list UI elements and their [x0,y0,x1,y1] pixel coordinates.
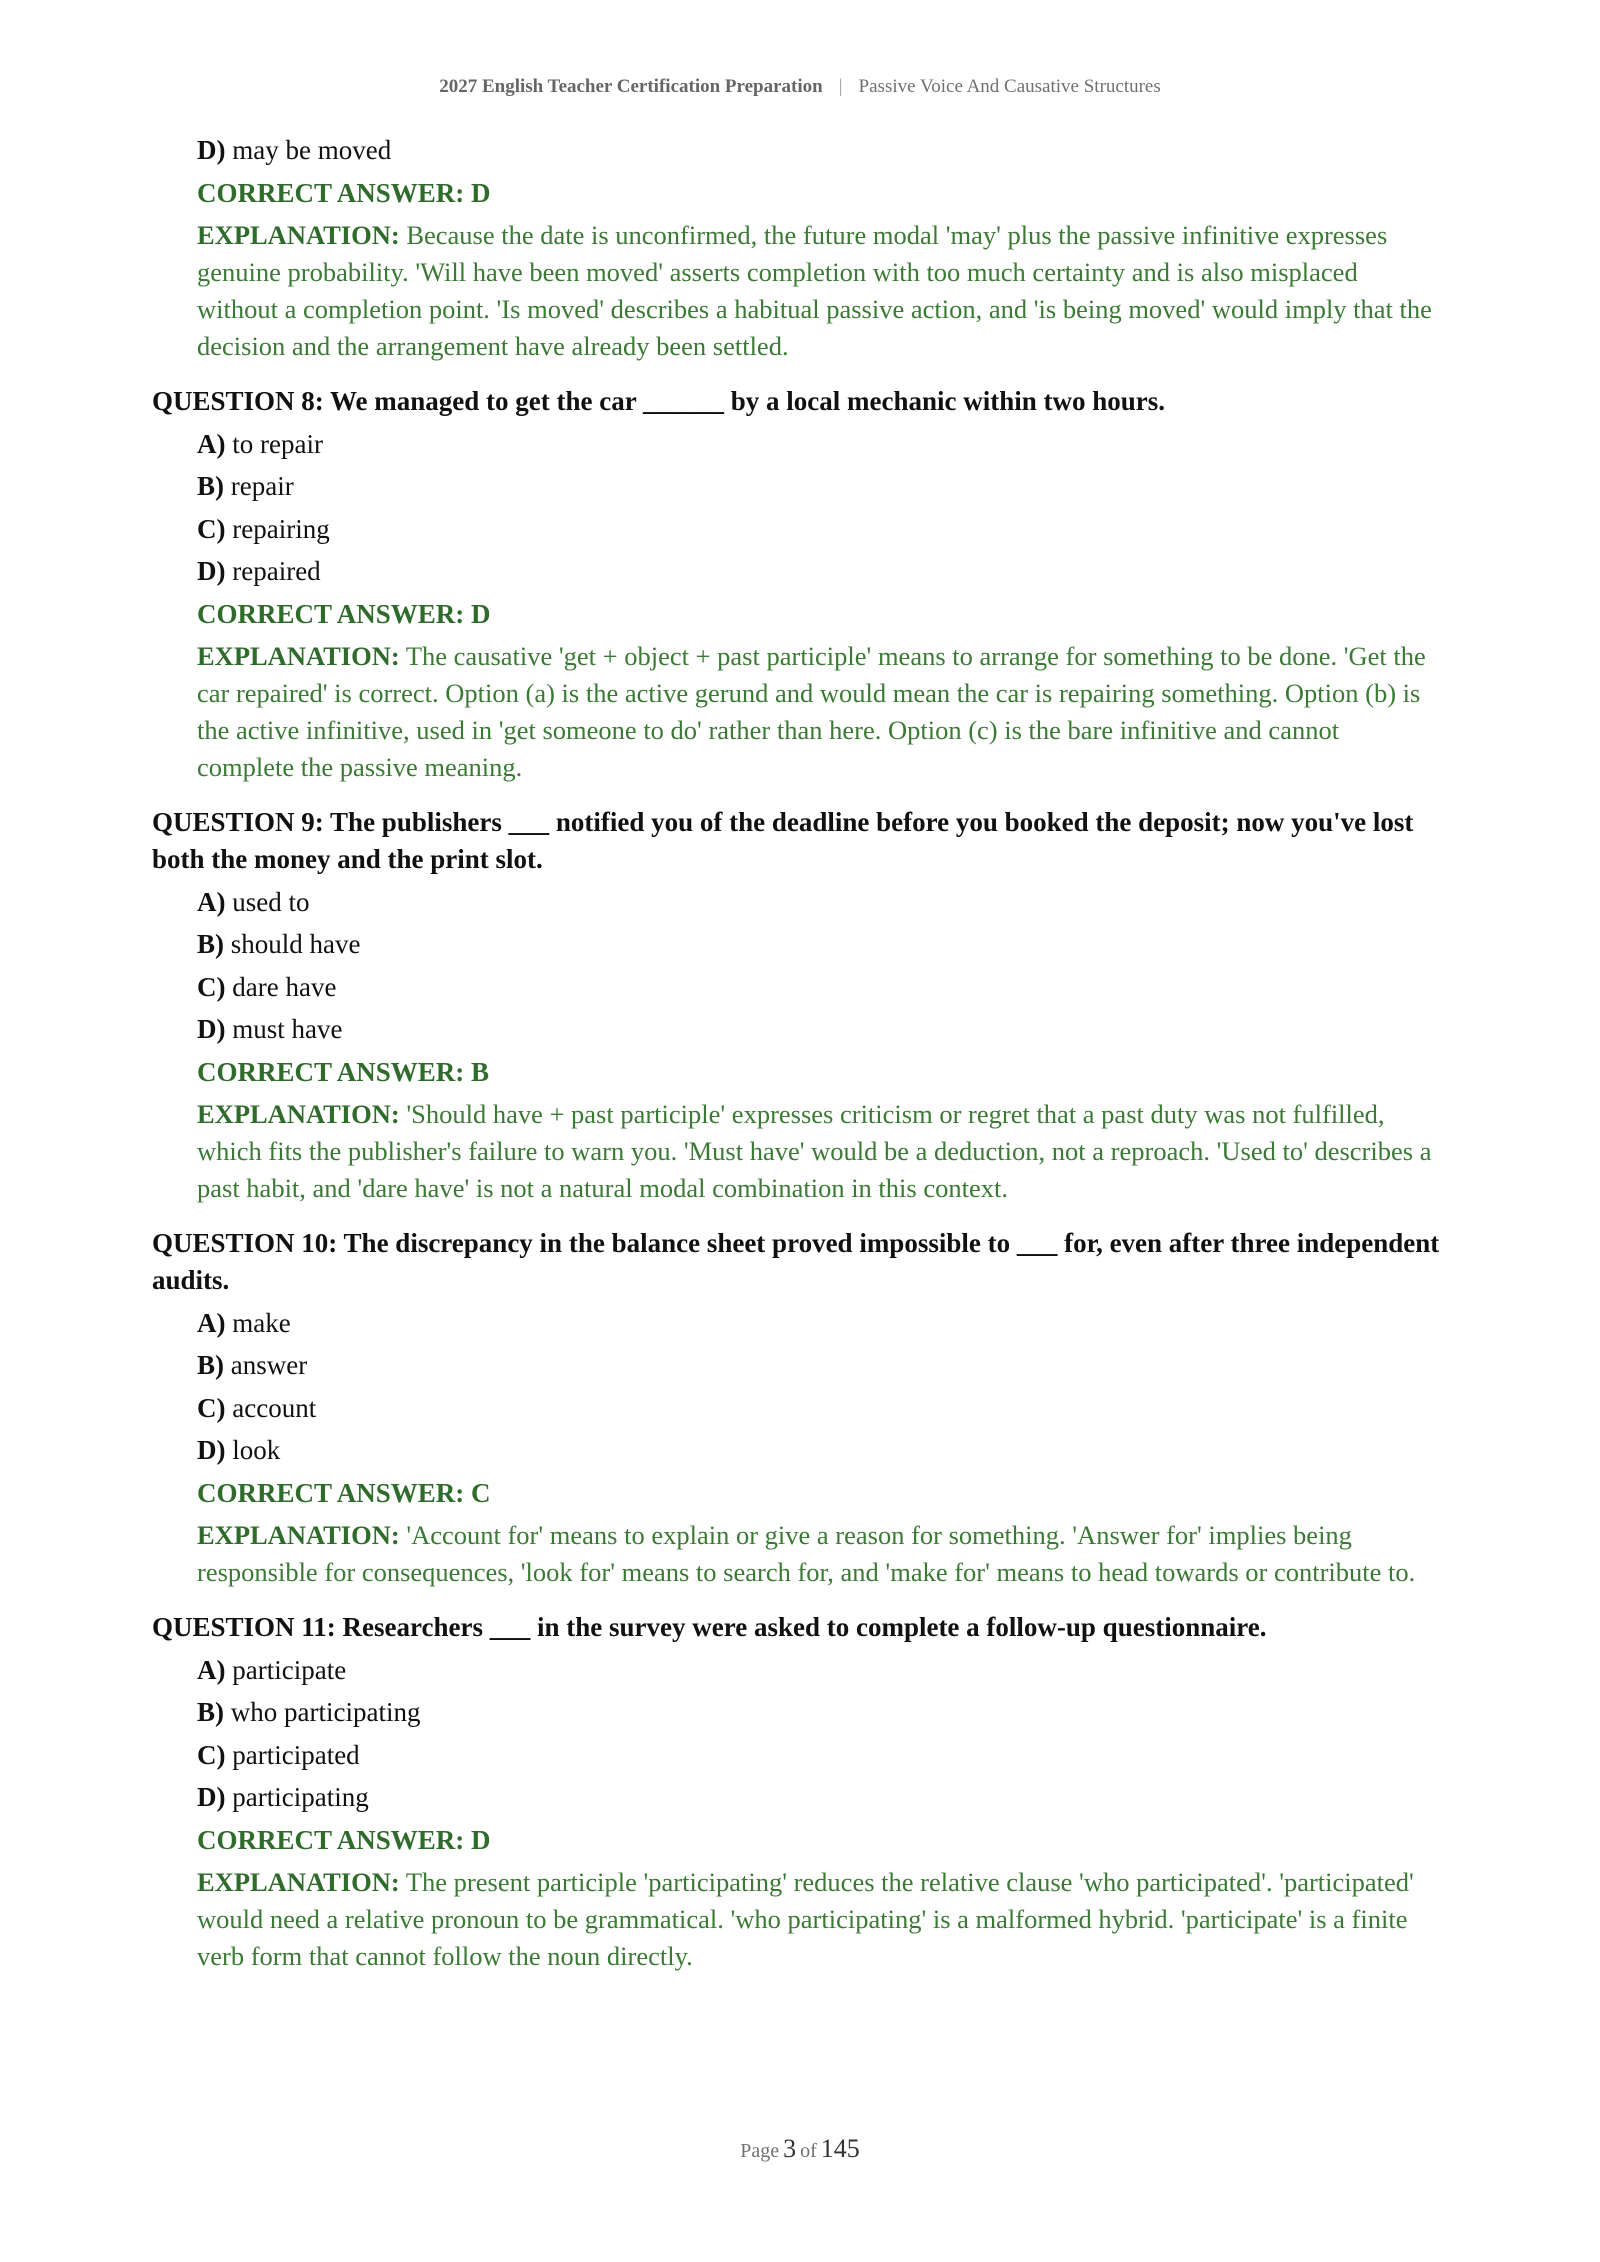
option-letter: D) [197,556,226,586]
correct-answer: CORRECT ANSWER: D [197,1824,491,1855]
option-text: to repair [232,428,323,459]
explanation [197,638,1442,786]
explanation [197,1517,1442,1591]
option-text: answer [230,1350,308,1380]
question-stem: QUESTION 11: Researchers ___ in the survey were asked to complete a follow-up questionnaire. [152,1611,1267,1642]
option-text: repair [230,471,294,501]
option-text: participate [232,1654,347,1685]
option-letter: A) [197,886,226,917]
question-9 [152,804,1442,1207]
option-b [197,1694,1442,1731]
explanation-text: 'Account for' means to explain or give a reason for something. 'Answer for' implies being responsible for consequences, 'look for' means to search for, and 'make for' means to head towards or contribute to. [197,1519,1416,1587]
option-b [197,926,1442,963]
option-letter: C) [197,971,226,1002]
footer-page-word: Page [740,2140,780,2162]
option-a [197,884,1442,921]
option-a [197,1305,1442,1342]
explanation [197,1864,1442,1975]
explanation-label: EXPLANATION: [197,1098,400,1129]
explanation [197,1096,1442,1207]
correct-answer: CORRECT ANSWER: D [197,598,491,629]
option-text: dare have [232,971,337,1002]
option-c [197,511,1442,548]
option-text: repaired [232,556,321,586]
correct-answer: CORRECT ANSWER: B [197,1056,490,1087]
header-section: Passive Voice And Causative Structures [858,76,1161,97]
option-a [197,426,1442,463]
page-footer [0,2134,1600,2164]
question-stem: QUESTION 9: The publishers ___ notified you of the deadline before you booked the deposit; now you've lost both the money and the print slot. [152,806,1414,874]
option-c [197,1390,1442,1427]
option-text: look [232,1435,281,1465]
header-title: 2027 English Teacher Certification Preparation [439,76,823,97]
continued-question [152,132,1442,365]
option-text: who participating [230,1697,421,1727]
option-letter: B) [197,471,224,501]
option-c [197,969,1442,1006]
correct-answer: CORRECT ANSWER: D [197,177,491,208]
option-letter: D) [197,1014,226,1044]
option-a [197,1652,1442,1689]
explanation-text: Because the date is unconfirmed, the future modal 'may' plus the passive infinitive expresses genuine probability. 'Will have been moved' asserts completion with too much certainty and is also misplaced without a completion point. 'Is moved' describes a habitual passive action, and 'is being moved' would imply that the decision and the arrangement have already been settled. [197,219,1432,361]
option-text: account [232,1392,317,1423]
option-letter: A) [197,1307,226,1338]
option-letter: B) [197,929,224,959]
option-letter: C) [197,1739,226,1770]
option-letter: D) [197,1435,226,1465]
option-text: participating [232,1782,369,1812]
explanation-text: The present participle 'participating' reduces the relative clause 'who participated'. 'participated' would need a relative pronoun to be grammatical. 'who participating' is a malformed hybrid. 'participate' is a finite verb form that cannot follow the noun directly. [197,1866,1414,1971]
option-d [197,132,1442,169]
option-d [197,1779,1442,1816]
option-b [197,468,1442,505]
option-letter: D) [197,135,226,165]
option-text: repairing [232,513,330,544]
option-letter: B) [197,1697,224,1727]
option-letter: A) [197,1654,226,1685]
explanation-label: EXPLANATION: [197,219,400,250]
option-text: should have [230,929,361,959]
option-text: must have [232,1014,343,1044]
footer-page-number: 3 [783,2134,797,2163]
option-b [197,1347,1442,1384]
option-letter: C) [197,1392,226,1423]
explanation-label: EXPLANATION: [197,640,400,671]
option-d [197,1011,1442,1048]
question-10 [152,1225,1442,1591]
explanation-label: EXPLANATION: [197,1866,400,1897]
question-8 [152,383,1442,786]
question-stem: QUESTION 8: We managed to get the car ______ by a local mechanic within two hours. [152,385,1166,416]
header-separator: | [838,76,843,97]
option-d [197,553,1442,590]
option-text: make [232,1307,291,1338]
footer-of-word: of [800,2140,817,2162]
footer-total-pages: 145 [820,2134,860,2163]
option-letter: B) [197,1350,224,1380]
option-d [197,1432,1442,1469]
question-11 [152,1609,1442,1975]
explanation-text: 'Should have + past participle' expresses criticism or regret that a past duty was not fulfilled, which fits the publisher's failure to warn you. 'Must have' would be a deduction, not a reproach. 'Used to' describes a past habit, and 'dare have' is not a natural modal combination in this context. [197,1098,1432,1203]
option-text: used to [232,886,310,917]
option-text: participated [232,1739,360,1770]
explanation-label: EXPLANATION: [197,1519,400,1550]
option-letter: D) [197,1782,226,1812]
option-letter: A) [197,428,226,459]
explanation [197,217,1442,365]
correct-answer: CORRECT ANSWER: C [197,1477,491,1508]
explanation-text: The causative 'get + object + past participle' means to arrange for something to be done. 'Get the car repaired' is correct. Option (a) is the active gerund and would mean the car is repairing something. Option (b) is the active infinitive, used in 'get someone to do' rather than here. Option (c) is the bare infinitive and cannot complete the passive meaning. [197,640,1426,782]
option-text: may be moved [232,135,392,165]
option-c [197,1737,1442,1774]
running-header [0,76,1600,98]
option-letter: C) [197,513,226,544]
page-content [152,132,1442,1993]
question-stem: QUESTION 10: The discrepancy in the balance sheet proved impossible to ___ for, even after three independent audits. [152,1227,1440,1295]
